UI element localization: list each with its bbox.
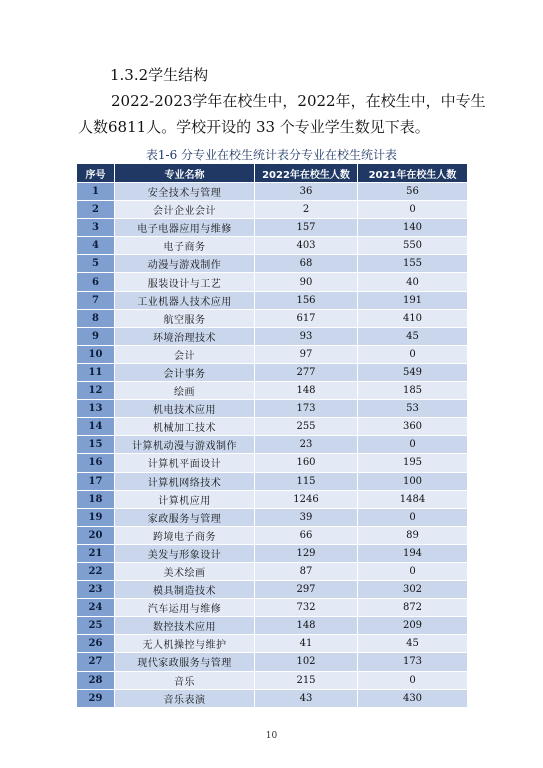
row-major-name: 航空服务	[115, 309, 255, 327]
row-2021-count: 173	[358, 653, 468, 671]
table-row	[77, 327, 468, 345]
row-index: 1	[77, 183, 115, 201]
row-index: 25	[77, 617, 115, 635]
row-major-name: 现代家政服务与管理	[115, 653, 255, 671]
header-2021-count: 2021年在校生人数	[358, 164, 468, 183]
row-index: 16	[77, 454, 115, 472]
row-major-name: 会计企业会计	[115, 201, 255, 219]
row-2021-count: 185	[358, 382, 468, 400]
row-2022-count: 148	[255, 617, 358, 635]
row-2022-count: 1246	[255, 490, 358, 508]
page-number: 10	[265, 731, 278, 741]
table-row	[77, 635, 468, 653]
row-2021-count: 140	[358, 219, 468, 237]
row-2022-count: 23	[255, 436, 358, 454]
table-row	[77, 472, 468, 490]
row-major-name: 计算机应用	[115, 490, 255, 508]
row-2022-count: 66	[255, 526, 358, 544]
row-2022-count: 160	[255, 454, 358, 472]
row-2021-count: 1484	[358, 490, 468, 508]
row-2022-count: 129	[255, 544, 358, 562]
row-major-name: 计算机网络技术	[115, 472, 255, 490]
row-index: 28	[77, 671, 115, 689]
row-2021-count: 0	[358, 671, 468, 689]
row-2021-count: 56	[358, 183, 468, 201]
row-major-name: 会计	[115, 345, 255, 363]
row-2022-count: 2	[255, 201, 358, 219]
row-index: 12	[77, 382, 115, 400]
row-major-name: 音乐	[115, 671, 255, 689]
header-index: 序号	[77, 164, 115, 183]
table-row	[77, 345, 468, 363]
row-major-name: 美发与形象设计	[115, 544, 255, 562]
table-row	[77, 454, 468, 472]
row-2022-count: 173	[255, 400, 358, 418]
table-row	[77, 309, 468, 327]
row-major-name: 绘画	[115, 382, 255, 400]
table-row	[77, 671, 468, 689]
row-2022-count: 93	[255, 327, 358, 345]
row-2021-count: 550	[358, 237, 468, 255]
row-index: 24	[77, 599, 115, 617]
row-major-name: 机械加工技术	[115, 418, 255, 436]
row-major-name: 电子电器应用与维修	[115, 219, 255, 237]
row-2022-count: 297	[255, 581, 358, 599]
row-2022-count: 39	[255, 508, 358, 526]
row-2021-count: 0	[358, 508, 468, 526]
row-2021-count: 195	[358, 454, 468, 472]
table-caption: 表1-6 分专业在校生统计表分专业在校生统计表	[145, 148, 398, 162]
row-major-name: 计算机平面设计	[115, 454, 255, 472]
table-row	[77, 201, 468, 219]
table-row	[77, 255, 468, 273]
row-2022-count: 102	[255, 653, 358, 671]
section-heading: 1.3.2学生结构	[110, 66, 209, 84]
row-major-name: 数控技术应用	[115, 617, 255, 635]
table-row	[77, 689, 468, 707]
row-major-name: 音乐表演	[115, 689, 255, 707]
row-index: 13	[77, 400, 115, 418]
table-row	[77, 544, 468, 562]
row-2022-count: 157	[255, 219, 358, 237]
row-index: 2	[77, 201, 115, 219]
table-row	[77, 508, 468, 526]
table-row	[77, 273, 468, 291]
row-major-name: 计算机动漫与游戏制作	[115, 436, 255, 454]
row-index: 15	[77, 436, 115, 454]
table-row	[77, 526, 468, 544]
row-major-name: 工业机器人技术应用	[115, 291, 255, 309]
row-index: 17	[77, 472, 115, 490]
row-2021-count: 872	[358, 599, 468, 617]
row-index: 27	[77, 653, 115, 671]
row-2022-count: 403	[255, 237, 358, 255]
row-2021-count: 194	[358, 544, 468, 562]
row-index: 11	[77, 363, 115, 381]
row-2021-count: 549	[358, 363, 468, 381]
row-index: 6	[77, 273, 115, 291]
row-2022-count: 87	[255, 562, 358, 580]
row-2021-count: 302	[358, 581, 468, 599]
table-row	[77, 653, 468, 671]
row-2021-count: 360	[358, 418, 468, 436]
row-major-name: 汽车运用与维修	[115, 599, 255, 617]
table-row	[77, 382, 468, 400]
row-index: 5	[77, 255, 115, 273]
row-major-name: 机电技术应用	[115, 400, 255, 418]
row-index: 23	[77, 581, 115, 599]
row-2022-count: 41	[255, 635, 358, 653]
table-row	[77, 237, 468, 255]
header-major-name: 专业名称	[115, 164, 255, 183]
major-enrollment-table	[76, 163, 468, 708]
table-row	[77, 617, 468, 635]
table-row	[77, 400, 468, 418]
row-2022-count: 97	[255, 345, 358, 363]
row-2021-count: 53	[358, 400, 468, 418]
row-2021-count: 430	[358, 689, 468, 707]
row-index: 10	[77, 345, 115, 363]
row-index: 19	[77, 508, 115, 526]
table-row	[77, 291, 468, 309]
row-major-name: 美术绘画	[115, 562, 255, 580]
table-row	[77, 436, 468, 454]
row-2022-count: 156	[255, 291, 358, 309]
row-index: 9	[77, 327, 115, 345]
table-row	[77, 490, 468, 508]
intro-line-1: 2022-2023学年在校生中，2022年，在校生中，中专生	[111, 92, 486, 110]
table-row	[77, 183, 468, 201]
intro-paragraph	[78, 88, 486, 140]
row-index: 21	[77, 544, 115, 562]
row-index: 8	[77, 309, 115, 327]
row-index: 29	[77, 689, 115, 707]
intro-line-2: 人数6811人。学校开设的 33 个专业学生数见下表。	[78, 118, 430, 136]
table-row	[77, 562, 468, 580]
header-2022-count: 2022年在校生人数	[255, 164, 358, 183]
table-row	[77, 418, 468, 436]
row-index: 18	[77, 490, 115, 508]
row-2021-count: 410	[358, 309, 468, 327]
row-major-name: 跨境电子商务	[115, 526, 255, 544]
row-2021-count: 209	[358, 617, 468, 635]
row-major-name: 模具制造技术	[115, 581, 255, 599]
row-index: 3	[77, 219, 115, 237]
row-2021-count: 89	[358, 526, 468, 544]
row-major-name: 家政服务与管理	[115, 508, 255, 526]
row-major-name: 会计事务	[115, 363, 255, 381]
row-index: 7	[77, 291, 115, 309]
row-2022-count: 732	[255, 599, 358, 617]
row-2021-count: 0	[358, 562, 468, 580]
row-2022-count: 90	[255, 273, 358, 291]
row-2021-count: 191	[358, 291, 468, 309]
row-2022-count: 115	[255, 472, 358, 490]
row-major-name: 无人机操控与维护	[115, 635, 255, 653]
row-2021-count: 0	[358, 201, 468, 219]
row-2022-count: 255	[255, 418, 358, 436]
row-major-name: 动漫与游戏制作	[115, 255, 255, 273]
row-major-name: 服装设计与工艺	[115, 273, 255, 291]
row-index: 14	[77, 418, 115, 436]
row-2021-count: 0	[358, 436, 468, 454]
row-2022-count: 36	[255, 183, 358, 201]
row-major-name: 电子商务	[115, 237, 255, 255]
row-2022-count: 68	[255, 255, 358, 273]
row-2022-count: 43	[255, 689, 358, 707]
table-row	[77, 219, 468, 237]
row-2021-count: 45	[358, 635, 468, 653]
row-2021-count: 40	[358, 273, 468, 291]
row-major-name: 安全技术与管理	[115, 183, 255, 201]
row-major-name: 环境治理技术	[115, 327, 255, 345]
row-2021-count: 100	[358, 472, 468, 490]
table-row	[77, 581, 468, 599]
table-header-row	[77, 164, 468, 183]
row-2021-count: 0	[358, 345, 468, 363]
row-2021-count: 45	[358, 327, 468, 345]
row-index: 4	[77, 237, 115, 255]
table-row	[77, 599, 468, 617]
row-2022-count: 277	[255, 363, 358, 381]
row-index: 26	[77, 635, 115, 653]
row-2021-count: 155	[358, 255, 468, 273]
row-index: 22	[77, 562, 115, 580]
row-2022-count: 148	[255, 382, 358, 400]
row-index: 20	[77, 526, 115, 544]
table-row	[77, 363, 468, 381]
row-2022-count: 617	[255, 309, 358, 327]
row-2022-count: 215	[255, 671, 358, 689]
